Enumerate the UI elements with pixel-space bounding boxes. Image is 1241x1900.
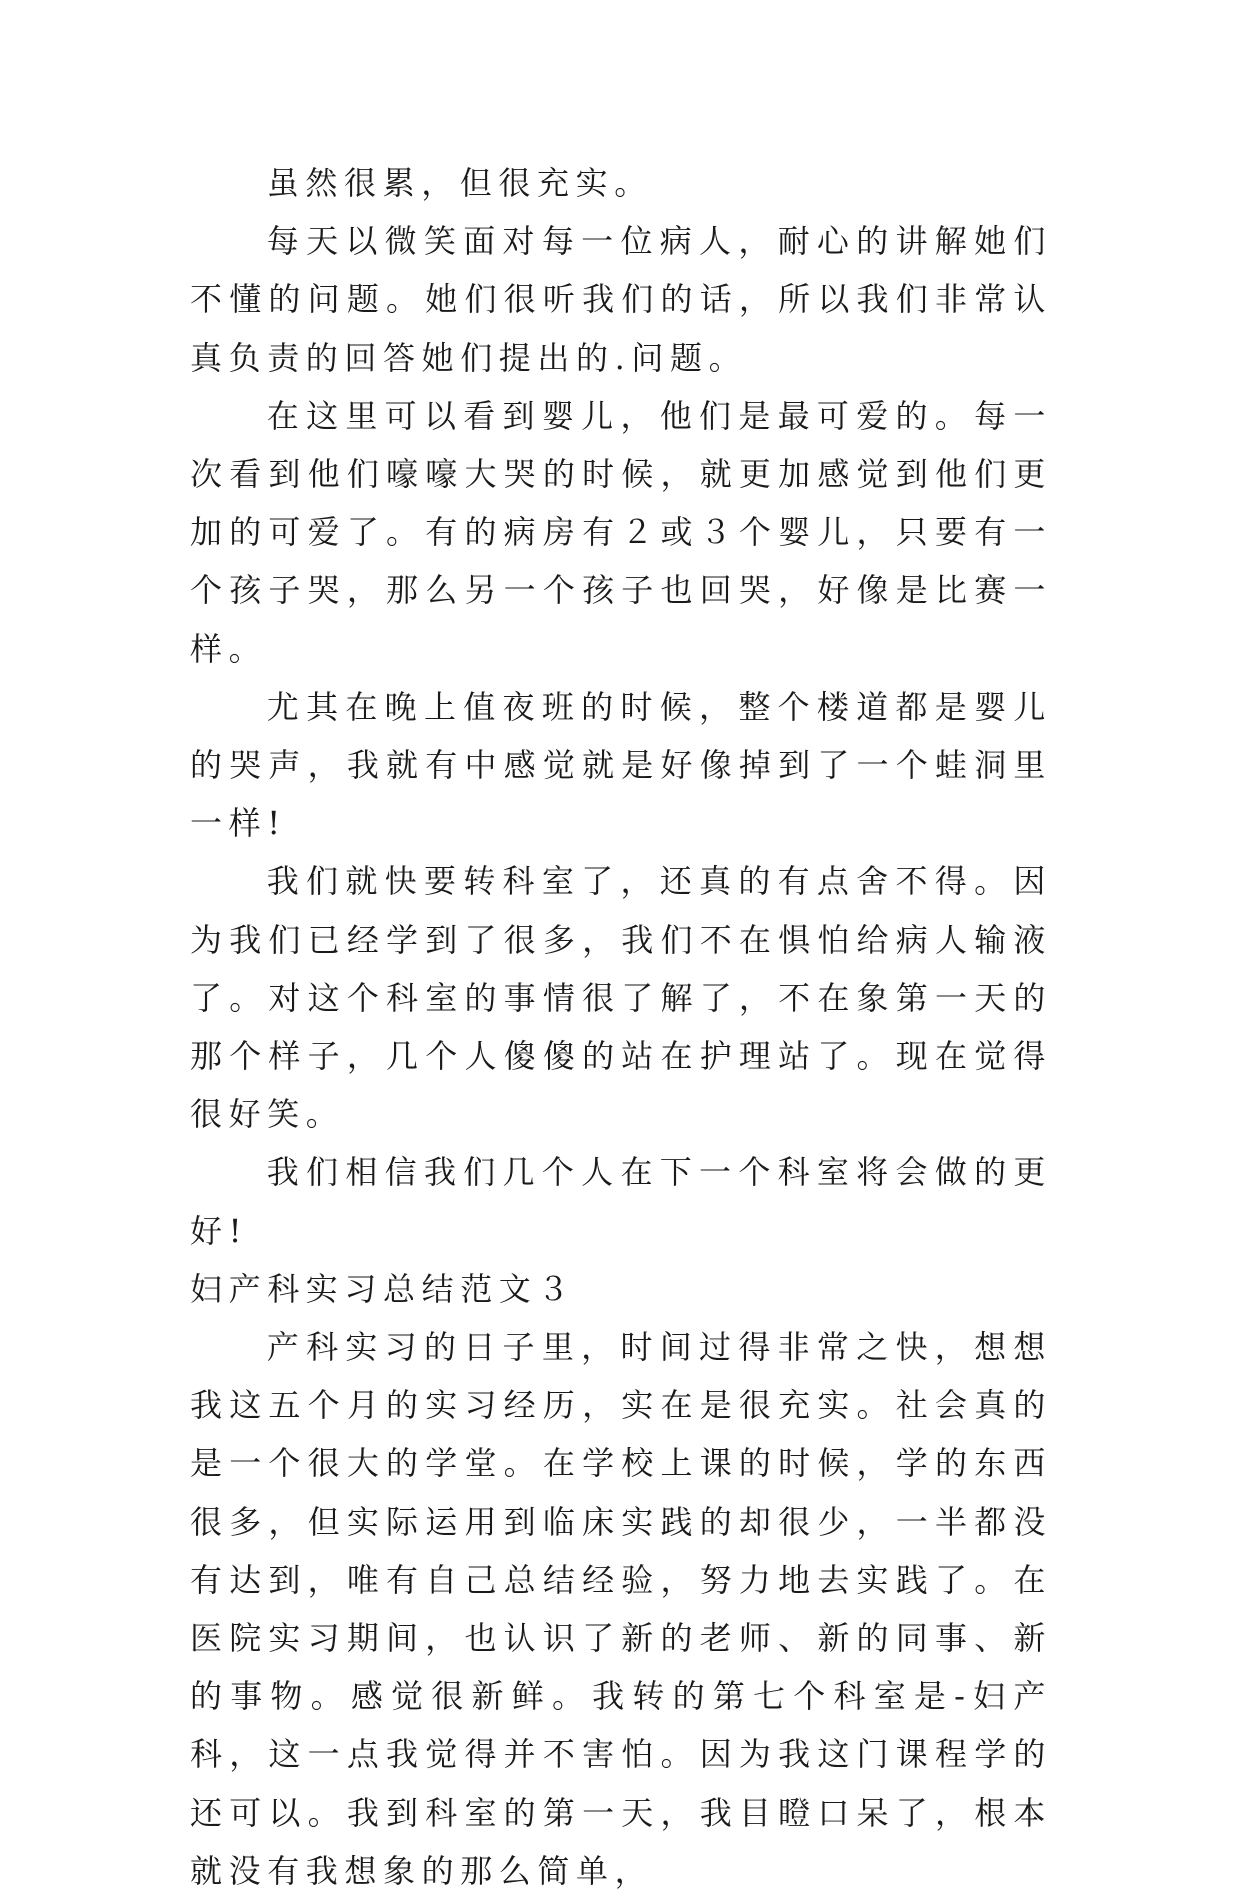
paragraph: 尤其在晚上值夜班的时候，整个楼道都是婴儿的哭声，我就有中感觉就是好像掉到了一个蛙洞里一样!: [190, 687, 1052, 843]
paragraph: 虽然很累，但很充实。: [266, 164, 653, 202]
paragraph: 产科实习的日子里，时间过得非常之快，想想我这五个月的实习经历，实在是很充实。社会真的是一个很大的学堂。在学校上课的时候，学的东西很多，但实际运用到临床实践的却很少，一半都没有达到，唯有自己总结经验，努力地去实践了。在医院实习期间，也认识了新的老师、新的同事、新的事物。感觉很新鲜。我转的第七个科室是-妇产科，这一点我觉得并不害怕。因为我这门课程学的还可以。我到科室的第一天，我目瞪口呆了，根本就没有我想象的那么简单，: [190, 1328, 1052, 1890]
paragraph: 在这里可以看到婴儿，他们是最可爱的。每一次看到他们嚎嚎大哭的时候，就更加感觉到他们更加的可爱了。有的病房有２或３个婴儿，只要有一个孩子哭，那么另一个孩子也回哭，好像是比赛一样。: [190, 396, 1052, 668]
section-heading: 妇产科实习总结范文３: [190, 1269, 577, 1308]
paragraph: 我们相信我们几个人在下一个科室将会做的更好!: [190, 1153, 1052, 1250]
document-body: [190, 154, 1052, 1900]
paragraph: 每天以微笑面对每一位病人，耐心的讲解她们不懂的问题。她们很听我们的话，所以我们非常认真负责的回答她们提出的.问题。: [190, 222, 1052, 377]
paragraph: 我们就快要转科室了，还真的有点舍不得。因为我们已经学到了很多，我们不在惧怕给病人输液了。对这个科室的事情很了解了，不在象第一天的那个样子，几个人傻傻的站在护理站了。现在觉得很好笑。: [190, 862, 1052, 1134]
